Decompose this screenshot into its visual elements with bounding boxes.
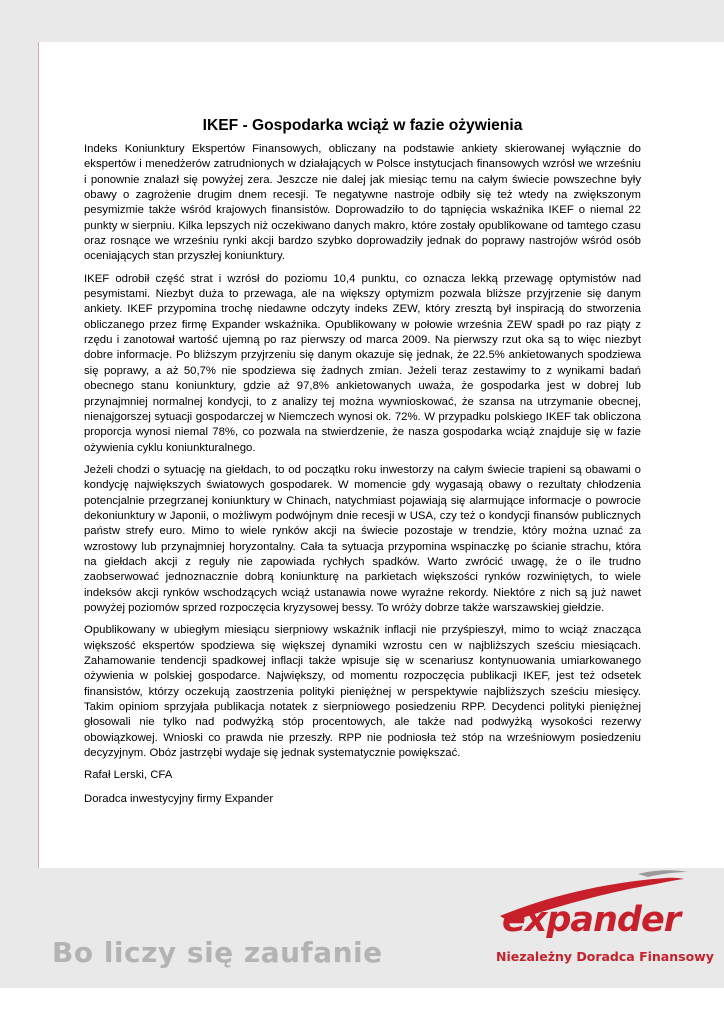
- author-name: Rafał Lerski, CFA: [84, 769, 173, 782]
- paragraph: Indeks Koniunktury Ekspertów Finansowych, obliczany na podstawie ankiety skierowanej wyłącznie do ekspertów i menedżerów zatrudnionych w działających w Polsce instytucjach finansowych wzrósł we wrześniu i ponownie znalazł się powyżej zera. Jeszcze nie dalej jak miesiąc temu na całym świecie powszechne były obawy o zagrożenie drugim dnem recesji. Te negatywne nastroje odbiły się też wtedy na zwiększonym pesymizmie także wśród krajowych finansistów. Doprowadziło to do tąpnięcia wskaźnika IKEF o niemal 22 punkty w sierpniu. Kilka lepszych niż oczekiwano danych makro, które zostały opublikowane od tamtego czasu oraz rosnące we wrześniu rynki akcji bardzo szybko doprowadziły jednak do poprawy nastrojów wśród osób oceniających stan przyszłej koniunktury.: [84, 143, 641, 263]
- footer-tagline: Bo liczy się zaufanie: [52, 936, 383, 969]
- article-title: IKEF - Gospodarka wciąż w fazie ożywienia: [202, 117, 523, 134]
- paragraph: IKEF odrobił część strat i wzrósł do poziomu 10,4 punktu, co oznacza lekką przewagę optymistów nad pesymistami. Niezbyt duża to przewaga, ale na większy optymizm pozwala bliższe przyjrzenie się danym ankiety. IKEF przypomina trochę niedawne odczyty indeks ZEW, który zresztą był inspiracją do stworzenia obliczanego przez firmę Expander wskaźnika. Opublikowany w połowie września ZEW spadł po raz piąty z rzędu i zanotował wartość ujemną po raz pierwszy od marca 2009. Na pierwszy rzut oka są to więc niezbyt dobre informacje. Po bliższym przyjrzeniu się danym okazuje się jednak, że 22.5% ankietowanych spodziewa się poprawy, a aż 50,7% nie spodziewa się żadnych zmian. Jeżeli teraz zestawimy to z wynikami badań obecnego stanu koniunktury, gdzie aż 97,8% ankietowanych uważa, że gospodarka jest w dobrej lub przynajmniej normalnej kondycji, to z analizy tej można wywnioskować, że szansa na utrzymanie obecnej, nienajgorszej sytuacji gospodarczej w Niemczech wynosi ok. 72%. W przypadku polskiego IKEF tak obliczona proporcja wynosi niemal 78%, co pozwala na stwierdzenie, że nasza gospodarka wciąż znajduje się w fazie ożywienia cyklu koniunkturalnego.: [84, 272, 641, 454]
- page-bottom-margin: [0, 988, 724, 1024]
- logo-wordmark: expander: [502, 900, 680, 940]
- author-role: Doradca inwestycyjny firmy Expander: [84, 792, 274, 805]
- article: [84, 116, 641, 815]
- logo-subtitle: Niezależny Doradca Finansowy: [496, 949, 714, 964]
- paragraph: Opublikowany w ubiegłym miesiącu sierpniowy wskaźnik inflacji nie przyśpieszył, mimo to wciąż znacząca większość ekspertów spodziewa się większej dynamiki wzrostu cen w najbliższych sześciu miesiącach. Zahamowanie tendencji spadkowej inflacji także wpisuje się w scenariusz kontynuowania umiarkowanego ożywienia w polskiej gospodarce. Największy, od momentu rozpoczęcia publikacji IKEF, jest też odsetek finansistów, którzy oczekują zaostrzenia polityki pieniężnej w perspektywie najbliższych sześciu miesięcy. Takim opiniom sprzyjała publikacja notatek z sierpniowego posiedzeniu RPP. Decydenci polityki pieniężnej głosowali nie tylko nad podwyżką stóp procentowych, ale także nad podwyżką wysokości rezerwy obowiązkowej. Wnioski co prawda nie przeszły. RPP nie podniosła też stóp na wrześniowym posiedzeniu decyzyjnym. Obóz jastrzębi wydaje się jednak systematycznie powiększać.: [84, 624, 641, 760]
- expander-logo: [488, 868, 714, 968]
- paragraph: Jeżeli chodzi o sytuację na giełdach, to od początku roku inwestorzy na całym świecie trapieni są obawami o kondycję największych światowych gospodarek. W momencie gdy wygasają obawy o rezultaty chłodzenia potencjalnie przegrzanej koniunktury w Chinach, natychmiast pojawiają się alarmujące informacje o powrocie dekoniunktury w Japonii, o możliwym podwójnym dnie recesji w USA, czy też o kondycji finansów publicznych państw strefy euro. Mimo to wiele rynków akcji na świecie pozostaje w trendzie, który można uznać za wzrostowy lub przynajmniej horyzontalny. Cała ta sytuacja przypomina wspinaczkę po ścianie strachu, która na giełdach akcji z reguły nie zapowiada rychłych spadków. Warto zwrócić uwagę, że o ile trudno zaobserwować jednoznacznie dobrą koniunkturę na parkietach większości rynków rozwiniętych, to wiele indeksów akcji rynków wschodzących wciąż ustanawia nowe wyraźne rekordy. Niektóre z nich są już nawet powyżej poziomów sprzed rozpoczęcia kryzysowej bessy. To wróży dobrze także warszawskiej giełdzie.: [84, 463, 641, 614]
- left-margin-strip: [0, 42, 38, 868]
- left-margin-line: [38, 42, 39, 868]
- top-band: [0, 0, 724, 42]
